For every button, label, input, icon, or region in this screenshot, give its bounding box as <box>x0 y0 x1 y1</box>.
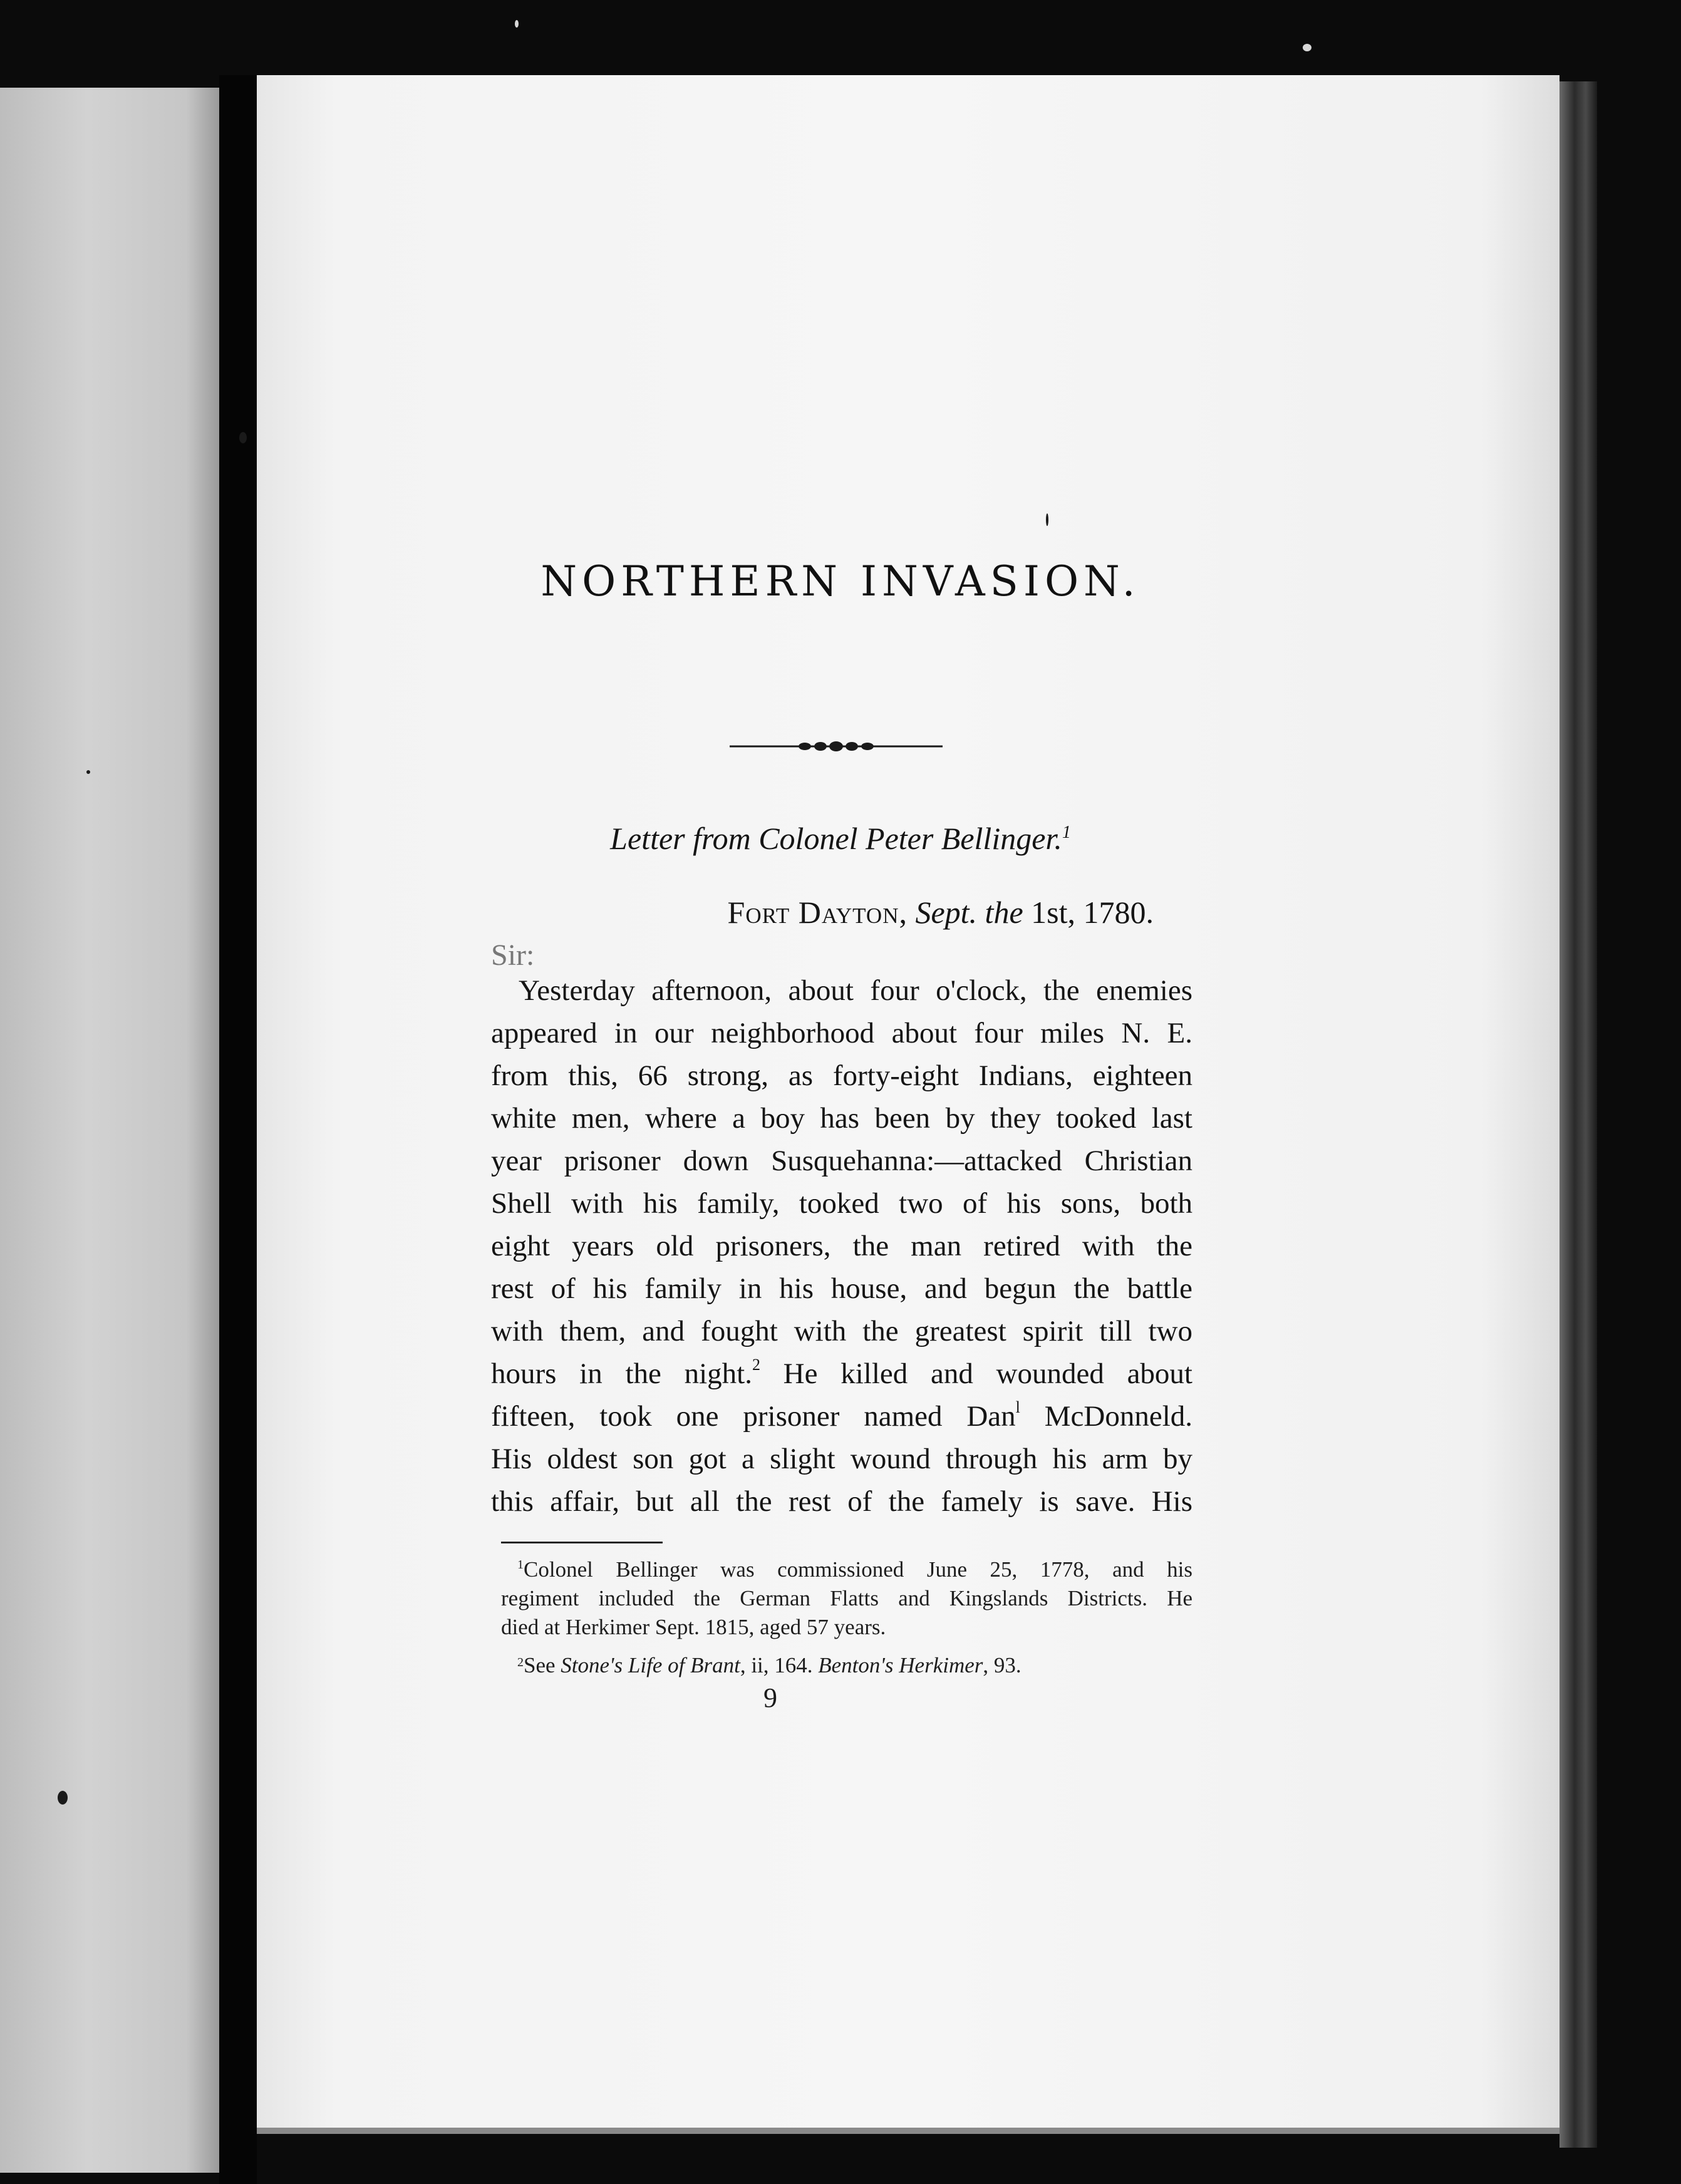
footnote-2 <box>517 1653 1022 1678</box>
body-line: rest of his family in his house, and begun the battle <box>491 1272 1192 1305</box>
body-text: fifteen, took one prisoner named Dan <box>491 1400 1016 1433</box>
scan-speck <box>1303 44 1311 51</box>
dateline <box>626 894 1154 930</box>
scan-speck <box>515 20 519 28</box>
footnote-line <box>501 1555 1192 1584</box>
book-gutter <box>219 75 257 2184</box>
ornament-divider <box>730 739 943 754</box>
letter-heading-text: Letter from Colonel Peter Bellinger. <box>610 821 1062 856</box>
body-line: Shell with his family, tooked two of his sons, both <box>491 1187 1192 1220</box>
body-line: His oldest son got a slight wound through his arm by <box>491 1443 1192 1475</box>
scan-speck <box>1046 513 1048 526</box>
footnote-marker: 2 <box>752 1356 760 1374</box>
body-line: from this, 66 strong, as forty-eight Indians, eighteen <box>491 1059 1192 1092</box>
footnote-1 <box>501 1555 1192 1642</box>
letter-heading <box>0 820 1681 857</box>
body-line: year prisoner down Susquehanna:—attacked Christian <box>491 1145 1192 1177</box>
body-line: with them, and fought with the greatest spirit till two <box>491 1315 1192 1347</box>
footnote-marker: 2 <box>517 1656 524 1669</box>
salutation: Sir: <box>491 939 535 972</box>
footnote-source: Benton's Herkimer <box>818 1653 983 1677</box>
letter-body <box>491 969 1192 1523</box>
body-line: eight years old prisoners, the man retired with the <box>491 1230 1192 1262</box>
body-line: appeared in our neighborhood about four miles N. E. <box>491 1017 1192 1049</box>
scan-speck <box>58 1791 68 1805</box>
page-bottom-edge <box>257 2128 1559 2134</box>
footnote-line: regiment included the German Flatts and Kingslands Districts. He <box>501 1586 1192 1610</box>
scan-speck <box>239 432 247 443</box>
footnote-marker: 1 <box>517 1558 524 1572</box>
footnote-rule <box>501 1542 663 1543</box>
dateline-day: 1st, <box>1031 895 1075 930</box>
body-text: hours in the night. <box>491 1357 752 1390</box>
body-text: He killed and wounded about <box>760 1357 1192 1390</box>
footnote-text: See <box>524 1653 561 1677</box>
body-line <box>491 1395 1192 1438</box>
scan-speck <box>86 770 90 774</box>
footnote-marker: 1 <box>1062 823 1071 842</box>
facing-page-left <box>0 88 219 2173</box>
body-line: Yesterday afternoon, about four o'clock, the enemies <box>519 974 1192 1007</box>
body-line: white men, where a boy has been by they tooked last <box>491 1102 1192 1135</box>
body-line <box>491 1352 1192 1395</box>
footnote-line: died at Herkimer Sept. 1815, aged 57 years. <box>501 1615 886 1639</box>
dateline-month: Sept. the <box>915 895 1023 930</box>
body-text: McDonneld. <box>1020 1400 1192 1433</box>
footnote-text: Colonel Bellinger was commissioned June 25, 1778, and his <box>524 1557 1192 1582</box>
abbreviation-superscript: l <box>1015 1398 1020 1416</box>
chapter-title: NORTHERN INVASION. <box>541 557 1140 605</box>
page-number: 9 <box>763 1682 777 1713</box>
dateline-place: Fort Dayton, <box>727 895 908 930</box>
page-edges-right <box>1559 81 1597 2148</box>
footnote-source: Stone's Life of Brant <box>561 1653 740 1677</box>
footnote-text: , 93. <box>983 1653 1022 1677</box>
dateline-year: 1780. <box>1083 895 1154 930</box>
body-line: this affair, but all the rest of the famely is save. His <box>491 1485 1192 1518</box>
footnote-text: , ii, 164. <box>740 1653 819 1677</box>
